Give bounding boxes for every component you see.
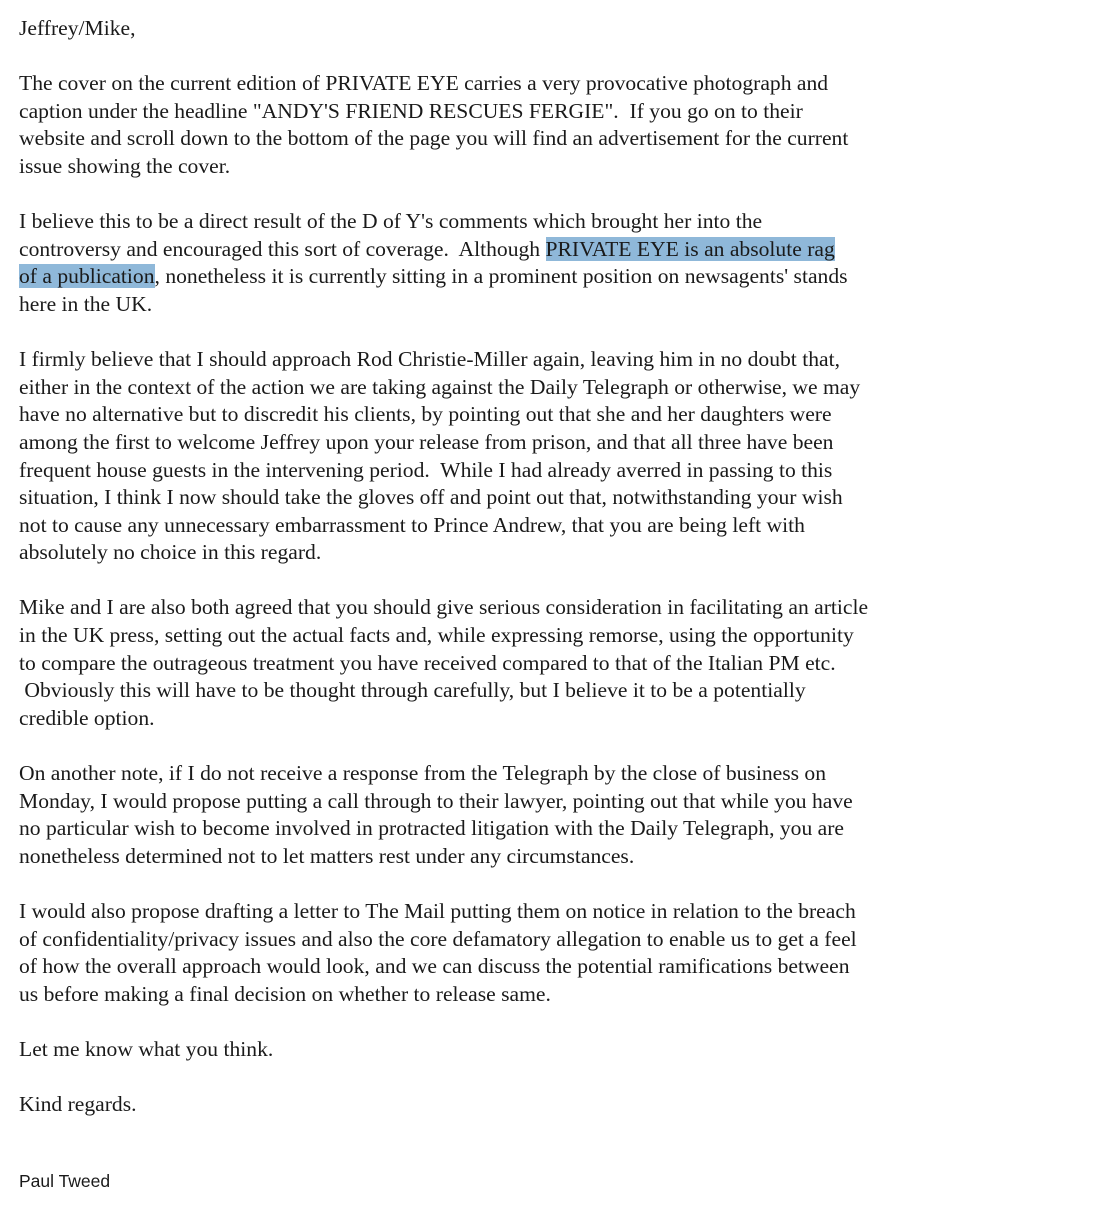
text-line: of confidentiality/privacy issues and also the core defamatory allegation to enable us to get a feel <box>19 926 857 951</box>
text-line: On another note, if I do not receive a response from the Telegraph by the close of business on <box>19 761 827 786</box>
text-line: have no alternative but to discredit his clients, by pointing out that she and her daughters were <box>19 402 832 427</box>
greeting-line: Jeffrey/Mike, <box>19 16 136 40</box>
text-segment: , nonetheless it is currently sitting in a prominent position on newsagents' stands <box>154 264 848 289</box>
text-line: Monday, I would propose putting a call through to their lawyer, pointing out that while you have <box>19 788 853 813</box>
text-line: us before making a final decision on whether to release same. <box>19 981 551 1006</box>
text-segment: controversy and encouraged this sort of coverage. Although <box>19 236 546 261</box>
text-line: not to cause any unnecessary embarrassment to Prince Andrew, that you are being left with <box>19 512 805 537</box>
text-line: either in the context of the action we are taking against the Daily Telegraph or otherwise, we may <box>19 374 861 399</box>
text-line: here in the UK. <box>19 291 153 316</box>
paragraph-approach <box>19 346 1079 567</box>
paragraph-telegraph <box>19 760 1079 870</box>
text-line <box>19 263 1079 291</box>
text-line: among the first to welcome Jeffrey upon your release from prison, and that all three have been <box>19 429 834 454</box>
closing-regards <box>19 1091 1079 1119</box>
paragraph-mail <box>19 898 1079 1008</box>
text-line: of how the overall approach would look, and we can discuss the potential ramifications between <box>19 954 850 979</box>
text-line: Let me know what you think. <box>19 1036 274 1061</box>
text-line: nonetheless determined not to let matters rest under any circumstances. <box>19 843 635 868</box>
text-line: caption under the headline "ANDY'S FRIEND RESCUES FERGIE". If you go on to their <box>19 98 803 123</box>
greeting <box>19 15 1079 43</box>
text-line: The cover on the current edition of PRIVATE EYE carries a very provocative photograph and <box>19 71 829 96</box>
text-line: no particular wish to become involved in protracted litigation with the Daily Telegraph, you are <box>19 816 845 841</box>
closing-question <box>19 1036 1079 1064</box>
text-line: frequent house guests in the intervening period. While I had already averred in passing to this <box>19 457 833 482</box>
email-body <box>19 15 1079 1119</box>
paragraph-dofy <box>19 208 1079 318</box>
text-line: Kind regards. <box>19 1092 137 1117</box>
paragraph-cover <box>19 70 1079 180</box>
signature: Paul Tweed <box>19 1171 111 1191</box>
text-line: issue showing the cover. <box>19 153 231 178</box>
highlighted-text[interactable]: PRIVATE EYE is an absolute rag <box>545 236 835 261</box>
text-line: Obviously this will have to be thought through carefully, but I believe it to be a potentially <box>19 678 806 703</box>
text-line: website and scroll down to the bottom of the page you will find an advertisement for the current <box>19 126 849 151</box>
text-line: in the UK press, setting out the actual facts and, while expressing remorse, using the opportunity <box>19 623 854 648</box>
text-line <box>19 236 1079 264</box>
text-line: to compare the outrageous treatment you have received compared to that of the Italian PM etc. <box>19 650 836 675</box>
text-line: credible option. <box>19 705 155 730</box>
text-line: situation, I think I now should take the gloves off and point out that, notwithstanding your wish <box>19 485 843 510</box>
highlighted-text[interactable]: of a publication <box>19 264 155 289</box>
paragraph-press <box>19 594 1079 732</box>
text-line: I believe this to be a direct result of the D of Y's comments which brought her into the <box>19 209 763 234</box>
text-line: I firmly believe that I should approach Rod Christie-Miller again, leaving him in no doubt that, <box>19 347 840 372</box>
text-line: absolutely no choice in this regard. <box>19 540 322 565</box>
text-line: Mike and I are also both agreed that you should give serious consideration in facilitating an article <box>19 595 869 620</box>
text-line: I would also propose drafting a letter to The Mail putting them on notice in relation to the breach <box>19 899 856 923</box>
